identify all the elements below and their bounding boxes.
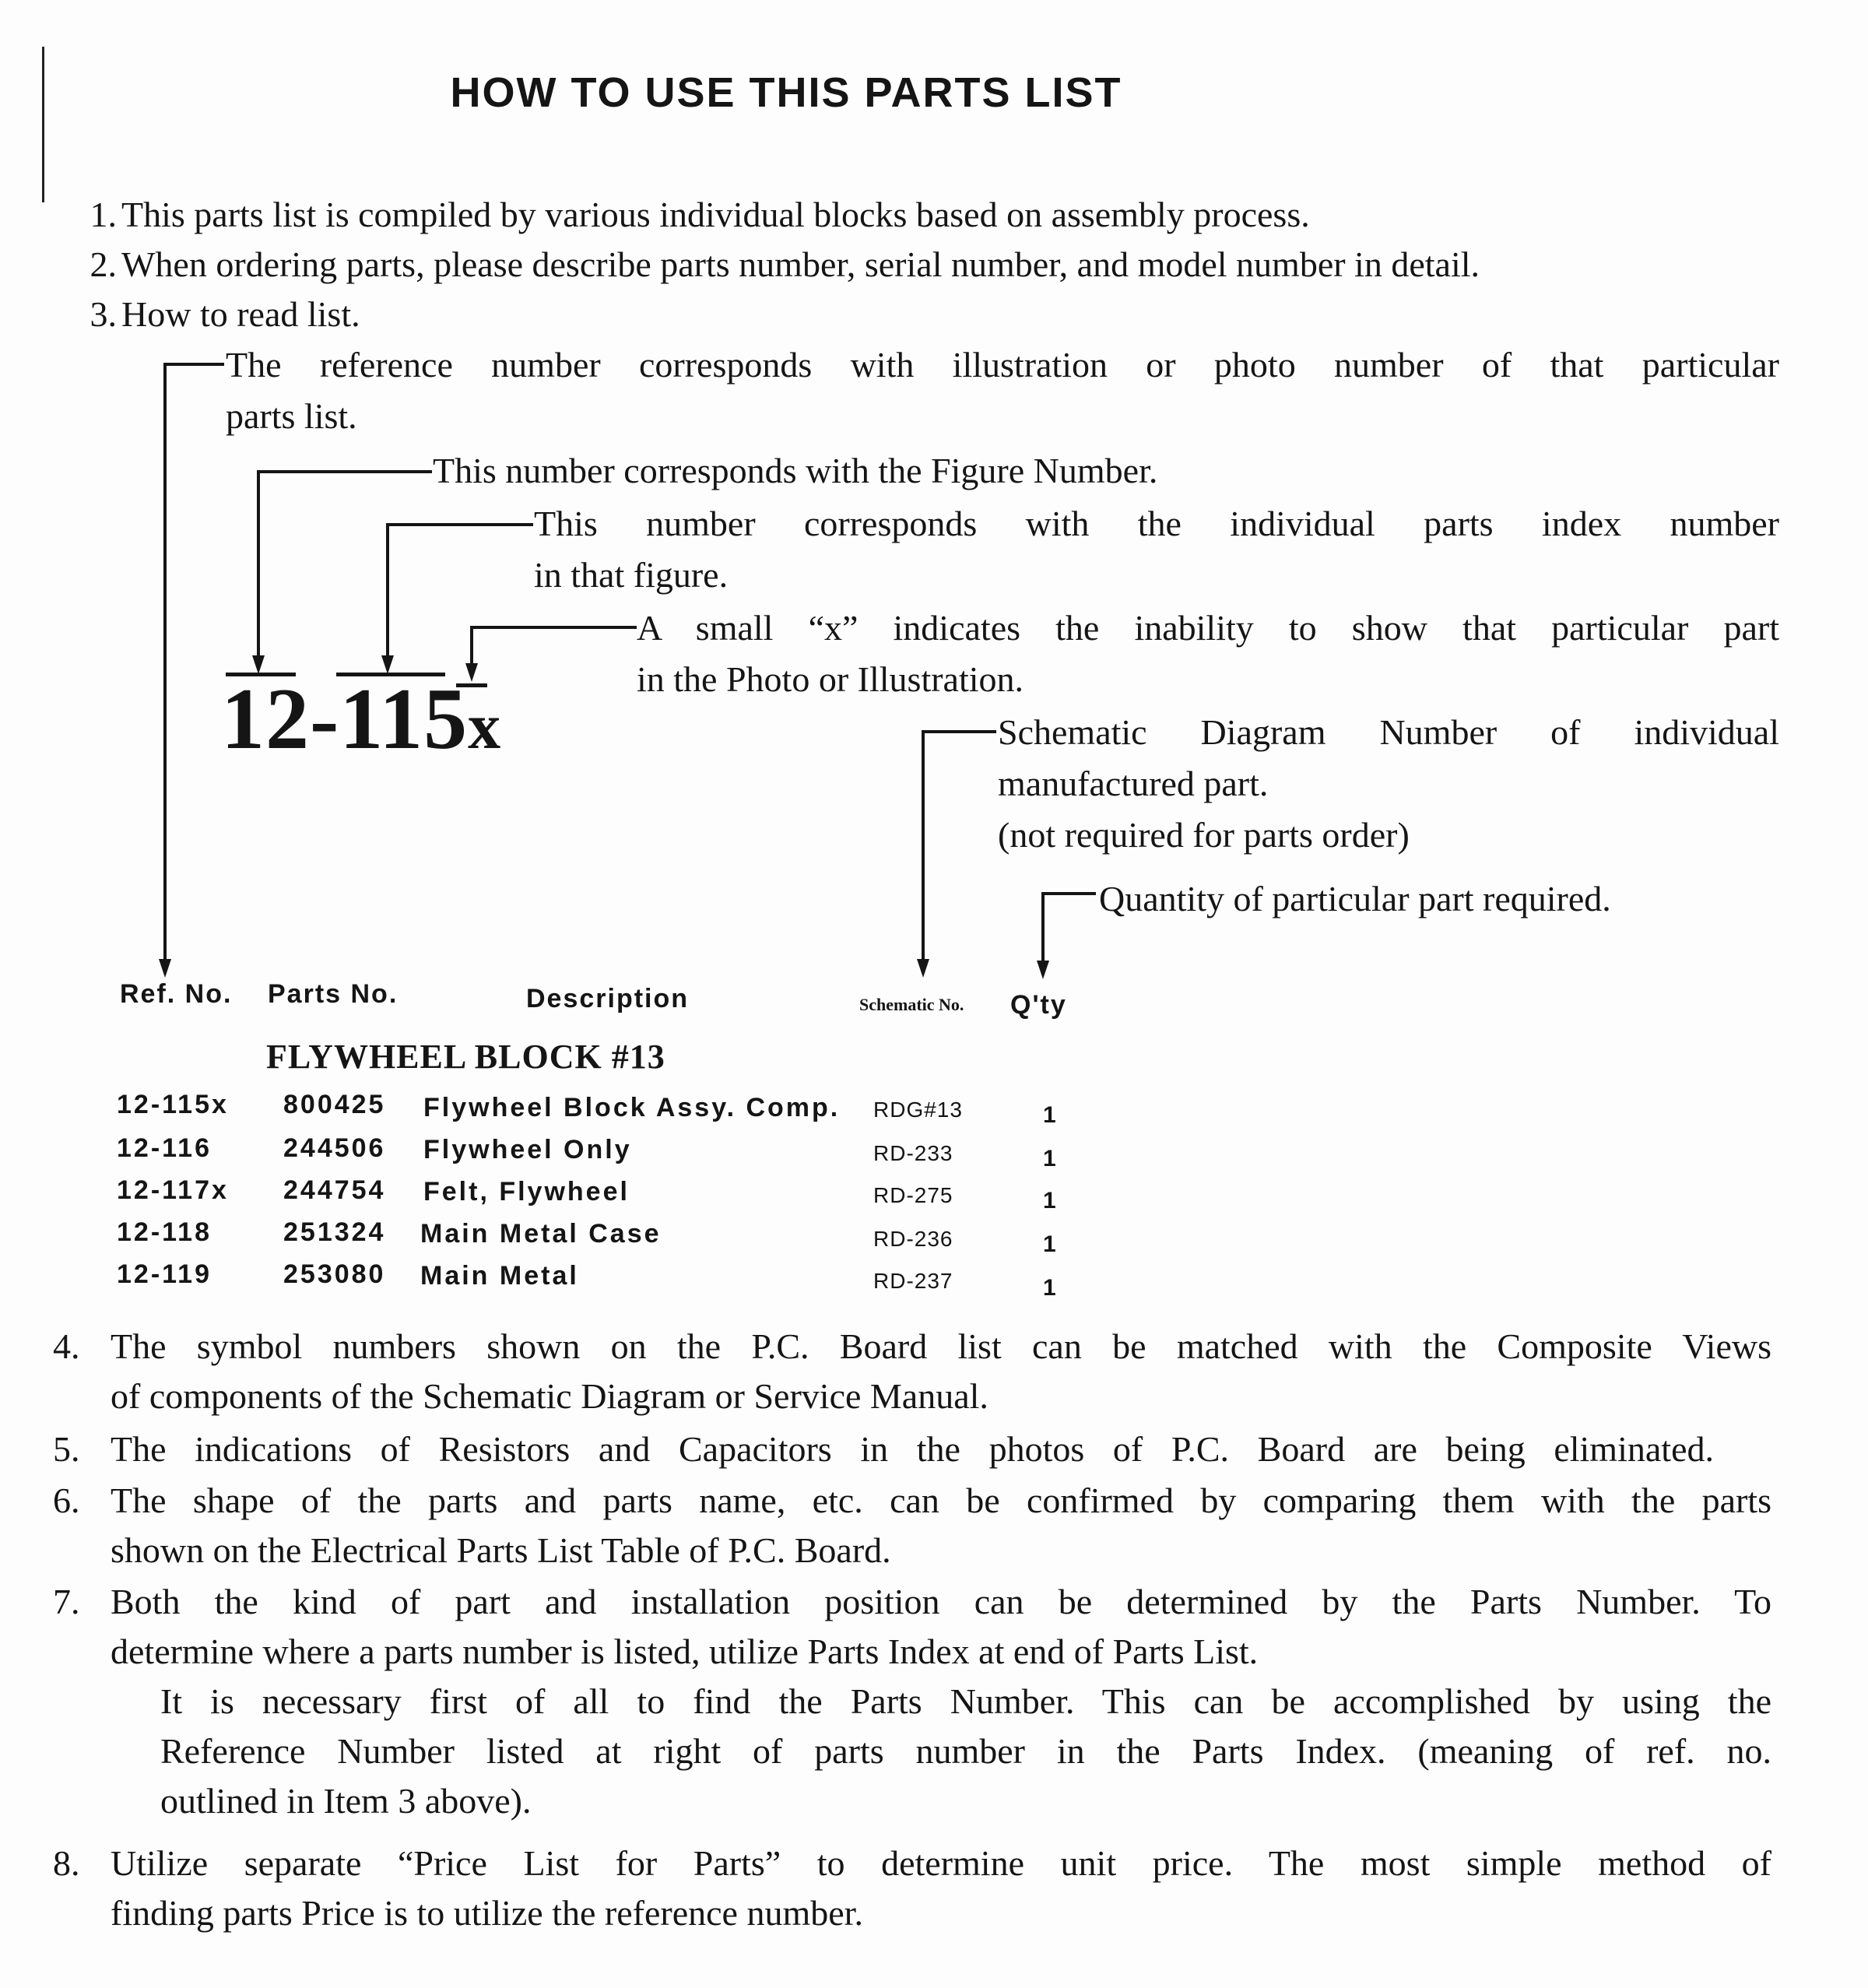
item-line: outlined in Item 3 above). [160, 1781, 532, 1821]
callout-schematic-line1: Schematic Diagram Number of individual [998, 712, 1779, 752]
item-line: Reference Number listed at right of parts number in the Parts Index. (meaning of ref. no. [160, 1731, 1771, 1771]
item-line: The symbol numbers shown on the P.C. Board list can be matched with the Composite Views [111, 1326, 1771, 1366]
callout-index-line1: This number corresponds with the individual parts index number [534, 504, 1779, 543]
cell-parts: 244754 [283, 1175, 386, 1205]
cell-desc: Main Metal [420, 1261, 579, 1291]
list-item-7 [53, 1577, 1771, 1826]
list-item-4 [53, 1322, 1771, 1421]
item-text: This parts list is compiled by various individual blocks based on assembly process. [121, 195, 1310, 234]
example-reference-number [221, 671, 502, 767]
item-number: 6. [53, 1480, 80, 1520]
index-leader [388, 525, 533, 660]
item-text: How to read list. [121, 294, 360, 334]
list-item-5 [53, 1424, 1714, 1474]
item-number: 5. [53, 1429, 80, 1469]
list-item-6 [53, 1476, 1771, 1575]
cell-ref: 12-118 [117, 1217, 212, 1247]
cell-ref: 12-119 [117, 1259, 212, 1289]
item-line: Utilize separate “Price List for Parts” to determine unit price. The most simple method of [111, 1843, 1771, 1883]
cell-parts: 253080 [283, 1259, 386, 1289]
callout-x-line1: A small “x” indicates the inability to show that particular part [637, 608, 1779, 648]
header-qty: Q'ty [1010, 990, 1067, 1020]
example-figure-number: 12 [221, 671, 310, 767]
ref-arrow [159, 959, 171, 978]
example-dash: - [310, 671, 340, 767]
cell-qty: 1 [1043, 1275, 1059, 1301]
header-parts-no: Parts No. [268, 979, 399, 1009]
item-line: Both the kind of part and installation position can be determined by the Parts Number. To [111, 1582, 1771, 1621]
callout-schematic-line2: manufactured part. [998, 764, 1269, 803]
item-number: 8. [53, 1843, 80, 1883]
callout-ref-line1: The reference number corresponds with illustration or photo number of that particular [226, 345, 1779, 385]
callout-quantity: Quantity of particular part required. [1099, 879, 1611, 918]
header-description: Description [526, 984, 690, 1013]
cell-schematic: RD-233 [873, 1141, 953, 1165]
page-title: HOW TO USE THIS PARTS LIST [450, 69, 1122, 116]
cell-parts: 800425 [283, 1090, 386, 1119]
cell-schematic: RDG#13 [873, 1098, 963, 1122]
fig-leader [258, 472, 432, 660]
item-number: 7. [53, 1582, 80, 1621]
item-number: 2. [90, 244, 117, 284]
item-line: The indications of Resistors and Capacitors in the photos of P.C. Board are being eliminated. [111, 1429, 1714, 1469]
cell-ref: 12-117x [117, 1175, 229, 1205]
item-line: determine where a parts number is listed, utilize Parts Index at end of Parts List. [111, 1631, 1259, 1671]
callout-index-line2: in that figure. [534, 555, 729, 595]
block-title: FLYWHEEL BLOCK #13 [266, 1038, 665, 1076]
cell-qty: 1 [1043, 1231, 1059, 1257]
cell-parts: 251324 [283, 1217, 386, 1247]
example-index-number: 115 [339, 671, 469, 767]
cell-parts: 244506 [283, 1133, 386, 1163]
item-number: 1. [90, 195, 117, 234]
callout-schematic [998, 707, 1779, 861]
callout-figure: This number corresponds with the Figure Number. [433, 451, 1158, 490]
example-x-marker: x [468, 690, 502, 763]
item-text: When ordering parts, please describe parts number, serial number, and model number in detail. [121, 244, 1480, 284]
item-line: The shape of the parts and parts name, etc. can be confirmed by comparing them with the parts [111, 1480, 1771, 1520]
schematic-leader [923, 732, 996, 964]
cell-qty: 1 [1043, 1188, 1059, 1214]
callout-x [637, 602, 1779, 705]
callout-schematic-line3: (not required for parts order) [998, 815, 1410, 855]
schematic-arrow [917, 959, 929, 978]
callout-ref-line2: parts list. [226, 396, 357, 436]
cell-schematic: RD-236 [873, 1227, 953, 1251]
cell-ref: 12-116 [117, 1133, 212, 1163]
cell-ref: 12-115x [117, 1090, 229, 1119]
callout-x-line2: in the Photo or Illustration. [637, 659, 1024, 699]
list-item-8 [53, 1839, 1771, 1938]
item-number: 3. [90, 294, 117, 334]
header-ref-no: Ref. No. [120, 979, 233, 1009]
cell-desc: Felt, Flywheel [423, 1177, 630, 1206]
cell-schematic: RD-237 [873, 1269, 953, 1293]
qty-leader [1043, 894, 1096, 965]
ref-leader [165, 364, 224, 964]
header-schematic-no: Schematic No. [859, 995, 964, 1014]
item-line: shown on the Electrical Parts List Table of P.C. Board. [111, 1530, 891, 1570]
cell-qty: 1 [1043, 1146, 1059, 1171]
qty-arrow [1037, 961, 1049, 979]
item-number: 4. [53, 1326, 80, 1366]
cell-schematic: RD-275 [873, 1183, 953, 1207]
x-leader [472, 627, 637, 668]
item-line: It is necessary first of all to find the Parts Number. This can be accomplished by using the [160, 1681, 1771, 1721]
callout-ref [226, 339, 1779, 442]
cell-desc: Main Metal Case [420, 1219, 662, 1249]
item-line: of components of the Schematic Diagram or Service Manual. [111, 1376, 988, 1416]
callout-index [534, 498, 1779, 601]
item-line: finding parts Price is to utilize the reference number. [111, 1893, 863, 1933]
cell-desc: Flywheel Only [423, 1135, 632, 1164]
cell-qty: 1 [1043, 1102, 1059, 1128]
cell-desc: Flywheel Block Assy. Comp. [423, 1093, 841, 1122]
